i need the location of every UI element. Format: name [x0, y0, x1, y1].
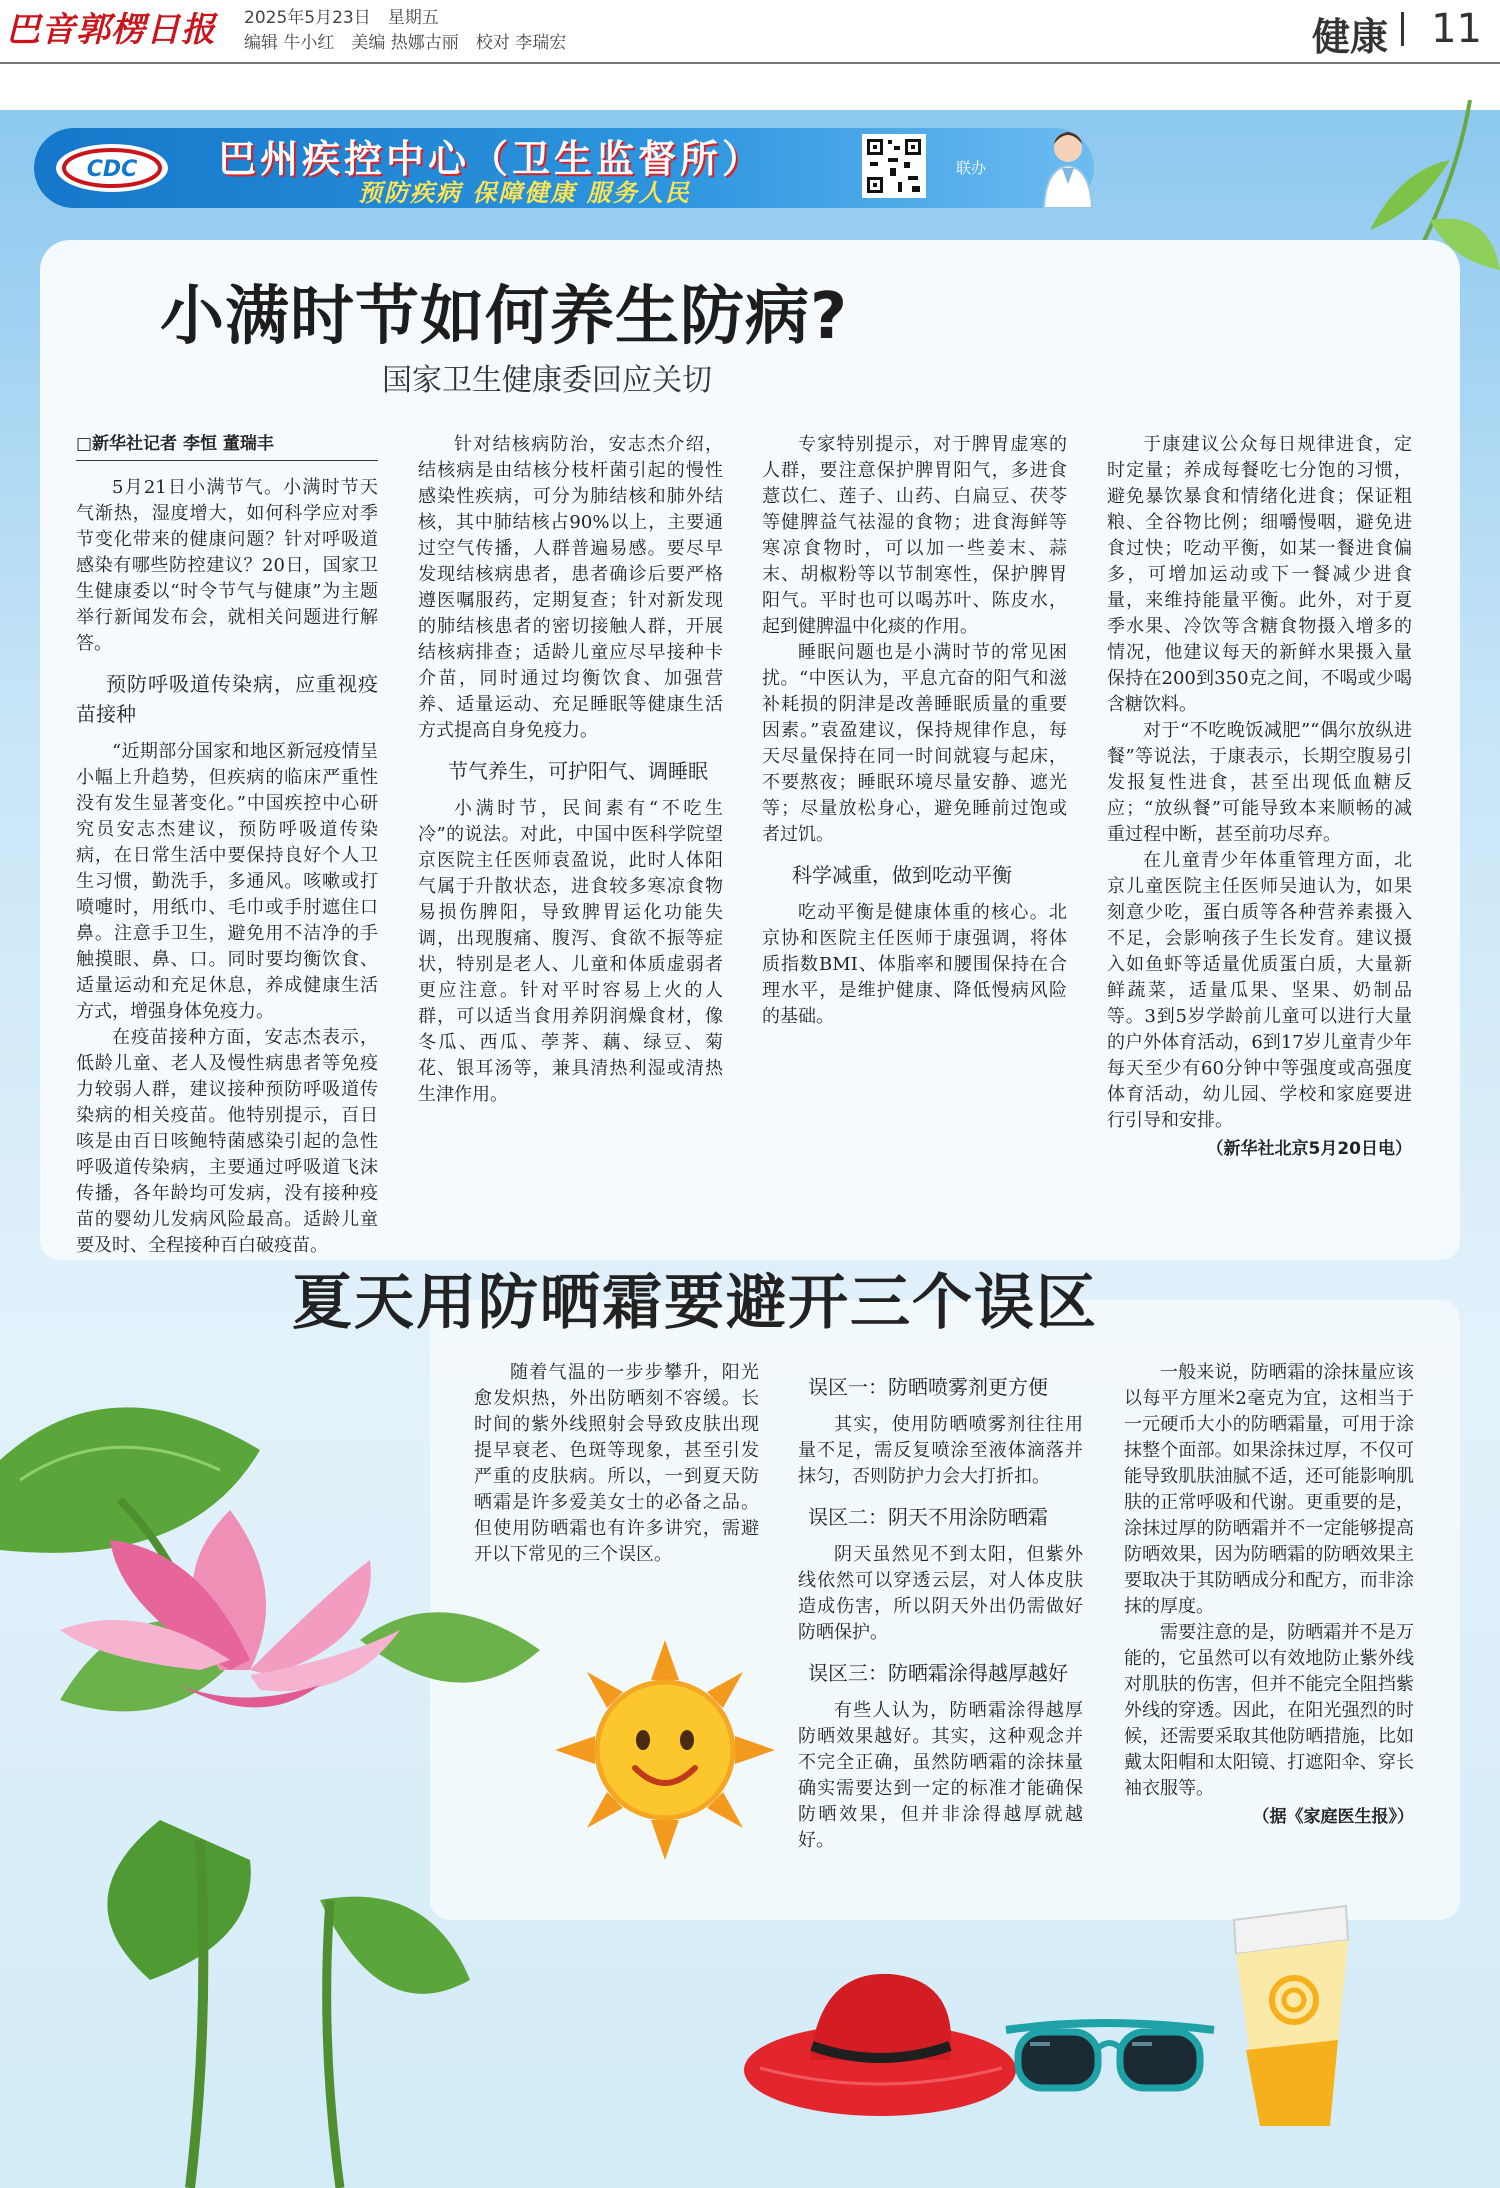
article1-paragraph: 吃动平衡是健康体重的核心。北京协和医院主任医师于康强调，将体质指数BMI、体脂率和腰围保持在合理水平，是维护健康、降低慢病风险的基础。	[762, 902, 1067, 1027]
qr-code-icon	[862, 134, 926, 198]
banner-org-name: 巴州疾控中心（卫生监督所）	[218, 137, 765, 181]
article1-column-4	[1107, 432, 1412, 1162]
article2-paragraph: 阴天虽然见不到太阳，但紫外线依然可以穿透云层，对人体皮肤造成伤害，所以阴天外出仍需做好防晒保护。	[798, 1544, 1083, 1643]
article2-paragraph: 有些人认为，防晒霜涂得越厚防晒效果越好。其实，这种观念并不完全正确，虽然防晒霜的涂抹量确实需要达到一定的标准才能确保防晒效果，但并非涂得越厚就越好。	[798, 1700, 1083, 1851]
article1-paragraph: 5月21日小满节气。小满时节天气渐热，湿度增大，如何科学应对季节变化带来的健康问题？针对呼吸道感染有哪些防控建议？20日，国家卫生健康委以“时令节气与健康”为主题举行新闻发布会，就相关问题进行解答。	[76, 477, 378, 654]
page-number: 11	[1431, 6, 1482, 52]
section-divider	[1401, 12, 1404, 46]
article1-paragraph: 在儿童青少年体重管理方面，北京儿童医院主任医师吴迪认为，如果刻意少吃，蛋白质等各种营养素摄入不足，会影响孩子生长发育。建议摄入如鱼虾等适量优质蛋白质，大量新鲜蔬菜，适量瓜果、坚果、奶制品等。3到5岁学龄前儿童可以进行大量的户外体育活动，6到17岁儿童青少年每天至少有60分钟中等强度或高强度体育活动，幼儿园、学校和家庭要进行引导和安排。	[1107, 850, 1412, 1131]
article1-column-1	[76, 432, 378, 1259]
banner-cooperation-label: 联办	[956, 159, 987, 177]
article2-source: （据《家庭医生报》）	[1252, 1807, 1414, 1827]
masthead-rule	[0, 62, 1500, 64]
article1-subheading: 科学减重，做到吃动平衡	[792, 863, 1012, 887]
article1-column-3	[762, 432, 1067, 1030]
article1-paragraph: 对于“不吃晚饭减肥”“偶尔放纵进餐”等说法，于康表示，长期空腹易引发报复性进食，甚至出现低血糖反应；“放纵餐”可能导致本来顺畅的减重过程中断，甚至前功尽弃。	[1107, 720, 1412, 845]
article1-paragraph: 在疫苗接种方面，安志杰表示，低龄儿童、老人及慢性病患者等免疫力较弱人群，建议接种预防呼吸道传染病的相关疫苗。他特别提示，百日咳是由百日咳鲍特菌感染引起的急性呼吸道传染病，主要通过呼吸道飞沫传播，各年龄均可发病，没有接种疫苗的婴幼儿发病风险最高。适龄儿童要及时、全程接种百白破疫苗。	[76, 1027, 378, 1256]
sunscreen-bottle-illustration	[1220, 1900, 1360, 2130]
lotus-illustration	[0, 1340, 560, 2188]
article2-headline: 夏天用防晒霜要避开三个误区	[292, 1268, 1098, 1338]
article2-column-3	[1124, 1360, 1414, 1830]
article2-paragraph: 一般来说，防晒霜的涂抹量应该以每平方厘米2毫克为宜，这相当于一元硬币大小的防晒霜量，可用于涂抹整个面部。如果涂抹过厚，不仅可能导致肌肤油腻不适，还可能影响肌肤的正常呼吸和代谢。更重要的是，涂抹过厚的防晒霜并不一定能够提高防晒效果，因为防晒霜的防晒效果主要取决于其防晒成分和配方，而非涂抹的厚度。	[1124, 1362, 1414, 1617]
article1-paragraph: 于康建议公众每日规律进食，定时定量；养成每餐吃七分饱的习惯，避免暴饮暴食和情绪化进食；保证粗粮、全谷物比例；细嚼慢咽，避免进食过快；吃动平衡，如某一餐进食偏多，可增加运动或下一餐减少进食量，来维持能量平衡。此外，对于夏季水果、冷饮等含糖食物摄入增多的情况，他建议每天的新鲜水果摄入量保持在200到350克之间，不喝或少喝含糖饮料。	[1107, 434, 1412, 715]
banner-slogan: 预防疾病 保障健康 服务人民	[358, 179, 691, 207]
article1-paragraph: 针对结核病防治，安志杰介绍，结核病是由结核分枝杆菌引起的慢性感染性疾病，可分为肺结核和肺外结核，其中肺结核占90%以上，主要通过空气传播，人群普遍易感。要尽早发现结核病患者，患者确诊后要严格遵医嘱服药，定期复查；针对新发现的肺结核患者的密切接触人群，开展结核病排查；适龄儿童应尽早接种卡介苗，同时通过均衡饮食、加强营养、适量运动、充足睡眠等健康生活方式提高自身免疫力。	[418, 434, 723, 741]
article1-headline: 小满时节如何养生防病?	[160, 280, 849, 354]
newspaper-name: 巴音郭楞日报	[6, 10, 216, 50]
doctor-illustration-icon	[1036, 124, 1100, 208]
issue-date: 2025年5月23日 星期五	[244, 8, 439, 28]
sunglasses-illustration	[1000, 2010, 1220, 2100]
article1-subheading: 节气养生，可护阳气、调睡眠	[448, 759, 708, 783]
section-name: 健康	[1311, 15, 1388, 59]
article1-subheading: 预防呼吸道传染病，应重视疫苗接种	[76, 672, 378, 726]
article2-subheading: 误区三：防晒霜涂得越厚越好	[808, 1661, 1068, 1685]
editor-credits: 编辑 牛小红 美编 热娜古丽 校对 李瑞宏	[244, 33, 567, 53]
article1-paragraph: “近期部分国家和地区新冠疫情呈小幅上升趋势，但疾病的临床严重性没有发生显著变化。”中国疾控中心研究员安志杰建议，预防呼吸道传染病，在日常生活中要保持良好个人卫生习惯，勤洗手，多通风。咳嗽或打喷嚏时，用纸巾、毛巾或手肘遮住口鼻。注意手卫生，避免用不洁净的手触摸眼、鼻、口。同时要均衡饮食、适量运动和充足休息，养成健康生活方式，增强身体免疫力。	[76, 741, 378, 1022]
article2-paragraph: 需要注意的是，防晒霜并不是万能的，它虽然可以有效地防止紫外线对肌肤的伤害，但并不能完全阻挡紫外线的穿透。因此，在阳光强烈的时候，还需要采取其他防晒措施，比如戴太阳帽和太阳镜、打遮阳伞、穿长袖衣服等。	[1124, 1622, 1414, 1799]
article1-paragraph: 专家特别提示，对于脾胃虚寒的人群，要注意保护脾胃阳气，多进食薏苡仁、莲子、山药、白扁豆、茯苓等健脾益气祛湿的食物；进食海鲜等寒凉食物时，可以加一些姜末、蒜末、胡椒粉等以节制寒性，保护脾胃阳气。平时也可以喝苏叶、陈皮水，起到健脾温中化痰的作用。	[762, 434, 1067, 637]
article2-paragraph: 其实，使用防晒喷雾剂往往用量不足，需反复喷涂至液体滴落并抹匀，否则防护力会大打折扣。	[798, 1414, 1083, 1487]
smiling-sun-illustration	[555, 1640, 775, 1860]
article1-paragraph: 睡眠问题也是小满时节的常见困扰。“中医认为，平息亢奋的阳气和滋补耗损的阴津是改善睡眠质量的重要因素。”袁盈建议，保持规律作息，每天尽量保持在同一时间就寝与起床，不要熬夜；睡眠环境尽量安静、遮光等；尽量放松身心，避免睡前过饱或者过饥。	[762, 642, 1067, 845]
article1-byline: □新华社记者 李恒 董瑞丰	[76, 432, 378, 461]
article1-column-2	[418, 432, 723, 1108]
article1-dateline: （新华社北京5月20日电）	[1206, 1139, 1412, 1159]
sun-hat-illustration	[740, 1950, 1020, 2120]
cdc-logo-icon	[52, 140, 172, 196]
article2-column-2	[798, 1360, 1083, 1854]
cdc-logo-text: CDC	[86, 157, 138, 182]
article1-subtitle: 国家卫生健康委回应关切	[382, 363, 712, 398]
article2-subheading: 误区二：阴天不用涂防晒霜	[808, 1505, 1048, 1529]
masthead	[0, 0, 1500, 62]
article2-paragraph: 随着气温的一步步攀升，阳光愈发炽热，外出防晒刻不容缓。长时间的紫外线照射会导致皮肤出现提早衰老、色斑等现象，甚至引发严重的皮肤病。所以，一到夏天防晒霜是许多爱美女士的必备之品。但使用防晒霜也有许多讲究，需避开以下常见的三个误区。	[474, 1362, 759, 1565]
article1-paragraph: 小满时节，民间素有“不吃生冷”的说法。对此，中国中医科学院望京医院主任医师袁盈说，此时人体阳气属于升散状态，进食较多寒凉食物易损伤脾阳，导致脾胃运化功能失调，出现腹痛、腹泻、食欲不振等症状，特别是老人、儿童和体质虚弱者更应注意。针对平时容易上火的人群，可以适当食用养阴润燥食材，像冬瓜、西瓜、荸荠、藕、绿豆、菊花、银耳汤等，兼具清热利湿或清热生津作用。	[418, 798, 723, 1105]
article2-subheading: 误区一：防晒喷雾剂更方便	[808, 1375, 1048, 1399]
